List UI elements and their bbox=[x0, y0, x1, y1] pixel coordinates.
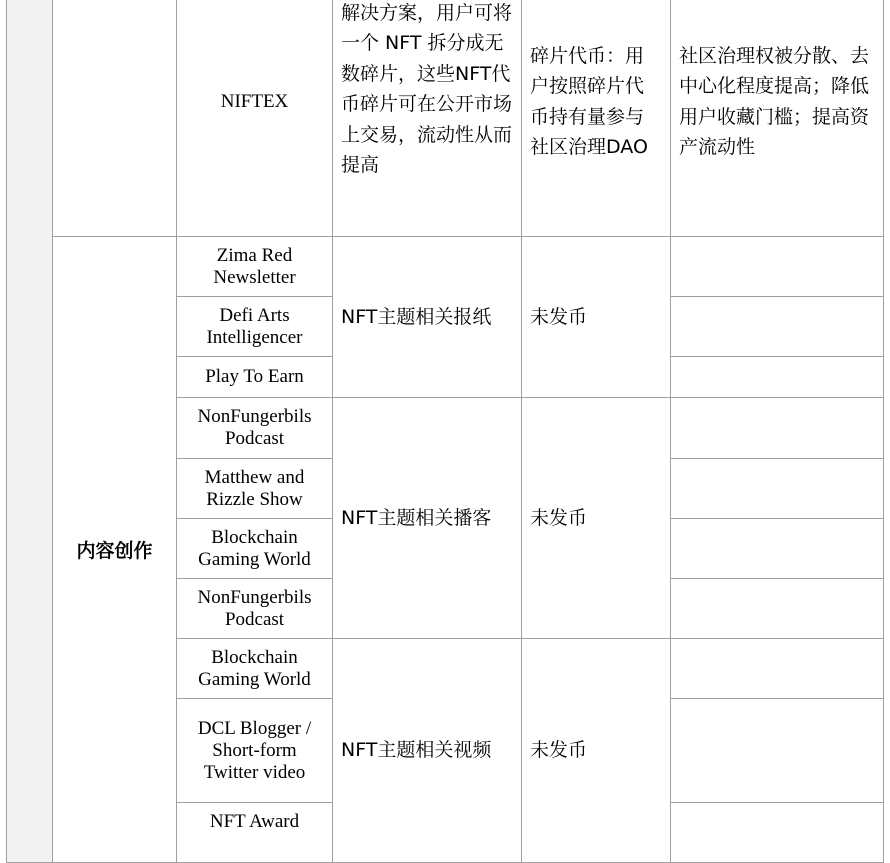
project-name: Blockchain Gaming World bbox=[177, 519, 333, 579]
effect-cell-empty bbox=[671, 803, 884, 863]
effect-cell-empty bbox=[671, 237, 884, 297]
effect-cell-empty bbox=[671, 297, 884, 357]
project-name: Matthew and Rizzle Show bbox=[177, 459, 333, 519]
effect-cell-empty bbox=[671, 639, 884, 699]
category-content-creation: 内容创作 bbox=[53, 237, 177, 863]
nft-project-table bbox=[6, 0, 884, 863]
outer-category-cell bbox=[7, 0, 53, 863]
table-row bbox=[7, 237, 884, 297]
effect-cell-empty bbox=[671, 519, 884, 579]
effect-niftex: 社区治理权被分散、去中心化程度提高；降低用户收藏门槛；提高资产流动性 bbox=[671, 0, 884, 237]
effect-cell-empty bbox=[671, 699, 884, 803]
group-token-podcast: 未发币 bbox=[522, 398, 671, 639]
project-name: DCL Blogger / Short-form Twitter video bbox=[177, 699, 333, 803]
effect-cell-empty bbox=[671, 357, 884, 398]
token-info-niftex: 碎片代币：用户按照碎片代币持有量参与社区治理DAO bbox=[522, 0, 671, 237]
project-name: Zima Red Newsletter bbox=[177, 237, 333, 297]
effect-cell-empty bbox=[671, 579, 884, 639]
project-name-niftex: NIFTEX bbox=[177, 0, 333, 237]
effect-cell-empty bbox=[671, 459, 884, 519]
project-name: Blockchain Gaming World bbox=[177, 639, 333, 699]
group-description-podcast: NFT主题相关播客 bbox=[333, 398, 522, 639]
effect-cell-empty bbox=[671, 398, 884, 459]
project-name: NFT Award bbox=[177, 803, 333, 863]
project-name: NonFungerbils Podcast bbox=[177, 579, 333, 639]
group-token-newsletter: 未发币 bbox=[522, 237, 671, 398]
group-description-video: NFT主题相关视频 bbox=[333, 639, 522, 863]
group-token-video: 未发币 bbox=[522, 639, 671, 863]
table-row-niftex bbox=[7, 0, 884, 237]
project-description-niftex: 解决方案，用户可将一个 NFT 拆分成无数碎片，这些NFT代币碎片可在公开市场上交易，流动性从而提高 bbox=[333, 0, 522, 237]
project-name: Play To Earn bbox=[177, 357, 333, 398]
category-cell-previous bbox=[53, 0, 177, 237]
project-name: NonFungerbils Podcast bbox=[177, 398, 333, 459]
project-name: Defi Arts Intelligencer bbox=[177, 297, 333, 357]
group-description-newsletter: NFT主题相关报纸 bbox=[333, 237, 522, 398]
